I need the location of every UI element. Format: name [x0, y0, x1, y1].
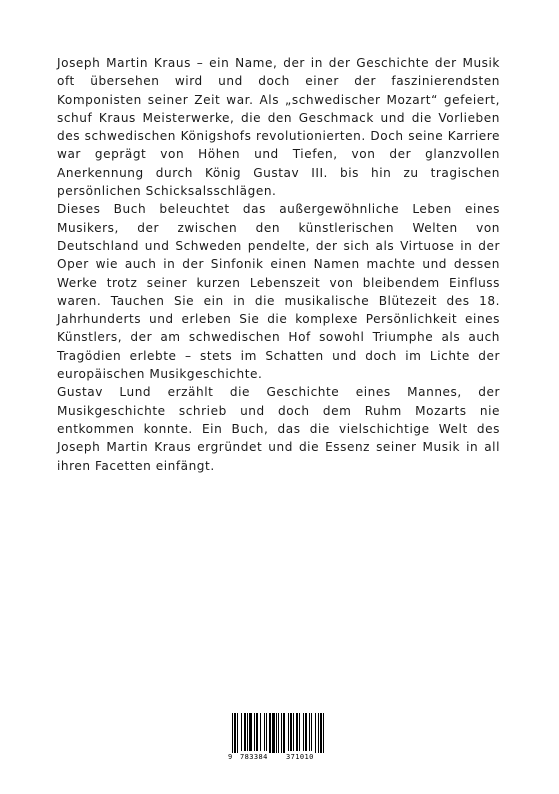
- barcode-bar: [272, 713, 275, 753]
- barcode-bar: [237, 713, 238, 753]
- blurb-paragraph-1: Joseph Martin Kraus – ein Name, der in der Geschichte der Musik oft übersehen wird und doch einer der faszinierendsten Komponisten seiner Zeit war. Als „schwedischer Mozart“ gefeiert, schuf Kraus Meisterwerke, die den Geschmack und die Vorlieben des schwedischen Königshofs revolutionierten. Doch seine Karriere war geprägt von Höhen und Tiefen, von der glanzvollen Anerkennung durch König Gustav III. bis hin zu tragischen persönlichen Schicksalsschlägen.: [57, 56, 500, 199]
- barcode-bar: [232, 713, 233, 753]
- barcode-digits: [228, 751, 332, 763]
- barcode-bar: [269, 713, 271, 753]
- blurb-paragraph-2: Dieses Buch beleuchtet das außergewöhnliche Leben eines Musikers, der zwischen den künstlerischen Welten von Deutschland und Schweden pendelte, der sich als Virtuose in der Oper wie auch in der Sinfonik einen Namen machte und dessen Werke trotz seiner kurzen Lebenszeit von bleibendem Einfluss waren. Tauchen Sie ein in die musikalische Blütezeit des 18. Jahrhunderts und erleben Sie die komplexe Persönlichkeit eines Künstlers, der am schwedischen Hof sowohl Triumphe als auch Tragödien erlebte – stets im Schatten und doch im Lichte der europäischen Musikgeschichte.: [57, 202, 500, 382]
- barcode-bar: [299, 713, 300, 753]
- back-cover-blurb: [57, 54, 500, 475]
- barcode-bar: [323, 713, 324, 753]
- barcode-digits-left: 783384: [240, 753, 268, 761]
- barcode-bar: [318, 713, 319, 753]
- barcode-bars: [232, 713, 330, 753]
- barcode-bar: [241, 713, 242, 753]
- barcode-bar: [320, 713, 322, 753]
- barcode-bar: [247, 713, 248, 753]
- barcode-bar: [276, 713, 277, 753]
- barcode-bar: [234, 713, 236, 753]
- barcode-bar: [256, 713, 258, 753]
- barcode-bar: [288, 713, 289, 753]
- barcode-bar: [281, 713, 282, 753]
- barcode-bar: [309, 713, 310, 753]
- barcode-bar: [283, 713, 285, 753]
- barcode-bar: [303, 713, 304, 753]
- barcode-bar: [278, 713, 279, 753]
- barcode-bar: [244, 713, 246, 753]
- barcode-bar: [315, 713, 316, 753]
- barcode-bar: [260, 713, 261, 753]
- barcode-digit-first: 9: [228, 753, 233, 761]
- barcode-bar: [254, 713, 255, 753]
- isbn-barcode: [228, 713, 332, 765]
- barcode-digits-right: 371010: [286, 753, 314, 761]
- barcode-bar: [249, 713, 252, 753]
- blurb-paragraph-3: Gustav Lund erzählt die Geschichte eines Mannes, der Musikgeschichte schrieb und doch dem Ruhm Mozarts nie entkommen konnte. Ein Buch, das die vielschichtige Welt des Joseph Martin Kraus ergründet und die Essenz seiner Musik in all ihren Facetten einfängt.: [57, 385, 500, 473]
- barcode-bar: [305, 713, 307, 753]
- barcode-bar: [264, 713, 265, 753]
- barcode-bar: [266, 713, 267, 753]
- barcode-bar: [296, 713, 298, 753]
- barcode-bar: [311, 713, 312, 753]
- barcode-bar: [293, 713, 294, 753]
- barcode-bar: [290, 713, 292, 753]
